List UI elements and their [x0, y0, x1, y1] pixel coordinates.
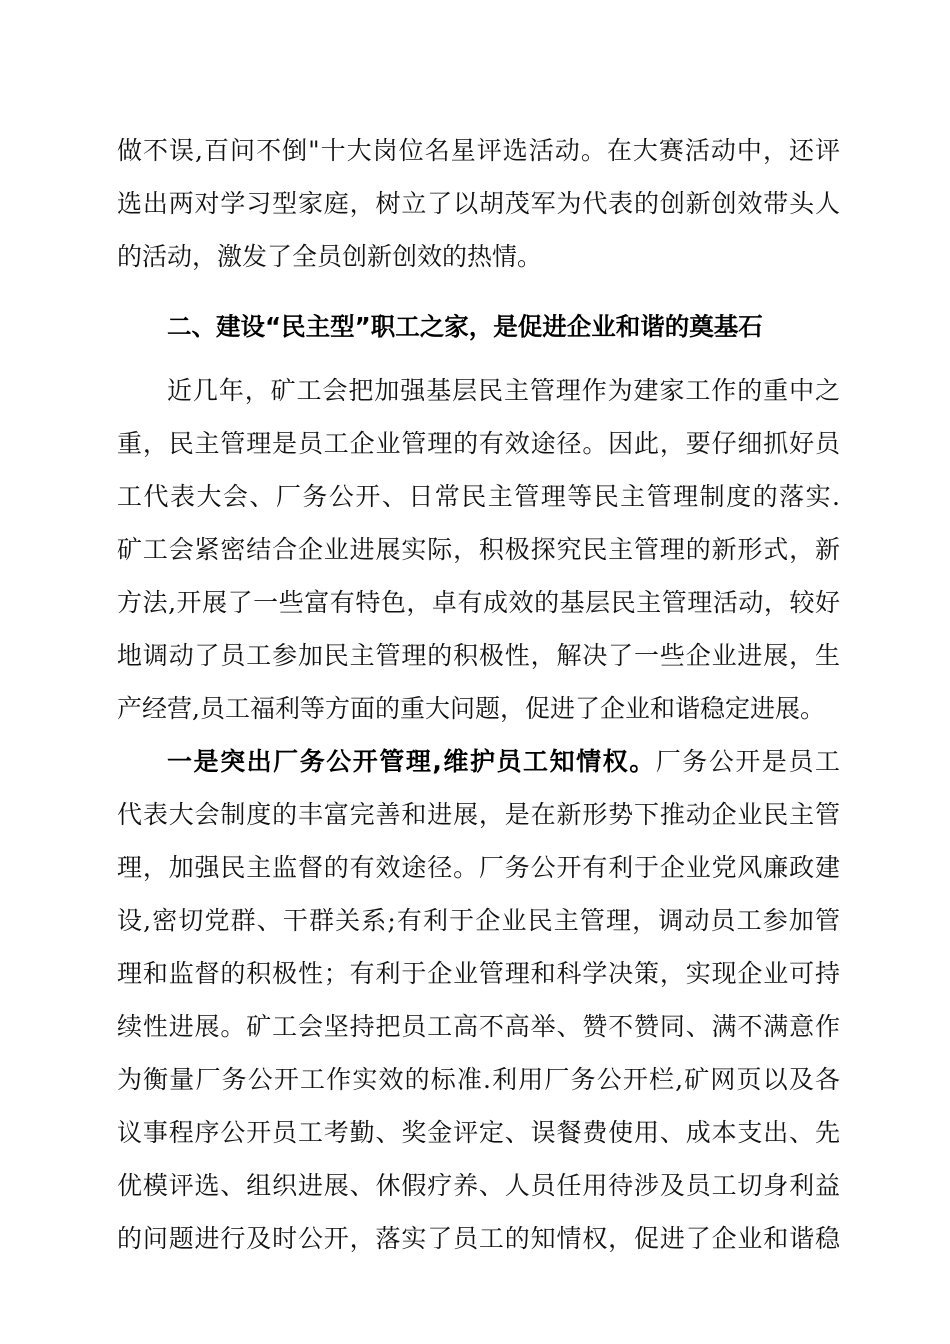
text-line: 方法,开展了一些富有特色，卓有成效的基层民主管理活动，较好	[117, 588, 840, 617]
text-line: 设,密切党群、干群关系;有利于企业民主管理，调动员工参加管	[117, 906, 840, 935]
text-line: 的活动，激发了全员创新创效的热情。	[117, 242, 543, 271]
text-line: 地调动了员工参加民主管理的积极性，解决了一些企业进展，生	[117, 641, 840, 670]
text-line: 的问题进行及时公开，落实了员工的知情权，促进了企业和谐稳	[117, 1224, 840, 1253]
text-line: 产经营,员工福利等方面的重大问题，促进了企业和谐稳定进展。	[117, 694, 825, 723]
text-line: 为衡量厂务公开工作实效的标准.利用厂务公开栏,矿网页以及各	[117, 1065, 840, 1094]
text-line: 重，民主管理是员工企业管理的有效途径。因此，要仔细抓好员	[117, 429, 840, 458]
paragraph-lead-bold: 一是突出厂务公开管理,维护员工知情权。	[167, 747, 656, 776]
paragraph-3	[117, 735, 840, 1265]
paragraph-lead-rest: 厂务公开是员工	[655, 747, 840, 776]
text-line: 选出两对学习型家庭，树立了以胡茂军为代表的创新创效带头人	[117, 189, 840, 218]
paragraph-1	[117, 124, 840, 283]
text-line: 理和监督的积极性；有利于企业管理和科学决策，实现企业可持	[117, 959, 840, 988]
text-line: 优模评选、组织进展、休假疗养、人员任用待涉及员工切身利益	[117, 1171, 840, 1200]
text-line: 近几年，矿工会把加强基层民主管理作为建家工作的重中之	[167, 376, 840, 405]
text-line: 做不误,百问不倒"十大岗位名星评选活动。在大赛活动中，还评	[117, 136, 840, 165]
text-line-first	[117, 735, 840, 788]
text-line: 理，加强民主监督的有效途径。厂务公开有利于企业党风廉政建	[117, 853, 840, 882]
paragraph-2	[117, 364, 840, 735]
document-body	[117, 124, 840, 1265]
text-line: 续性进展。矿工会坚持把员工高不高举、赞不赞同、满不满意作	[117, 1012, 840, 1041]
text-line: 工代表大会、厂务公开、日常民主管理等民主管理制度的落实.	[117, 482, 840, 511]
text-line: 代表大会制度的丰富完善和进展，是在新形势下推动企业民主管	[117, 800, 840, 829]
text-line: 矿工会紧密结合企业进展实际，积极探究民主管理的新形式，新	[117, 535, 840, 564]
section-heading: 二、建设“民主型”职工之家，是促进企业和谐的奠基石	[167, 312, 763, 341]
text-line: 议事程序公开员工考勤、奖金评定、误餐费使用、成本支出、先	[117, 1118, 840, 1147]
